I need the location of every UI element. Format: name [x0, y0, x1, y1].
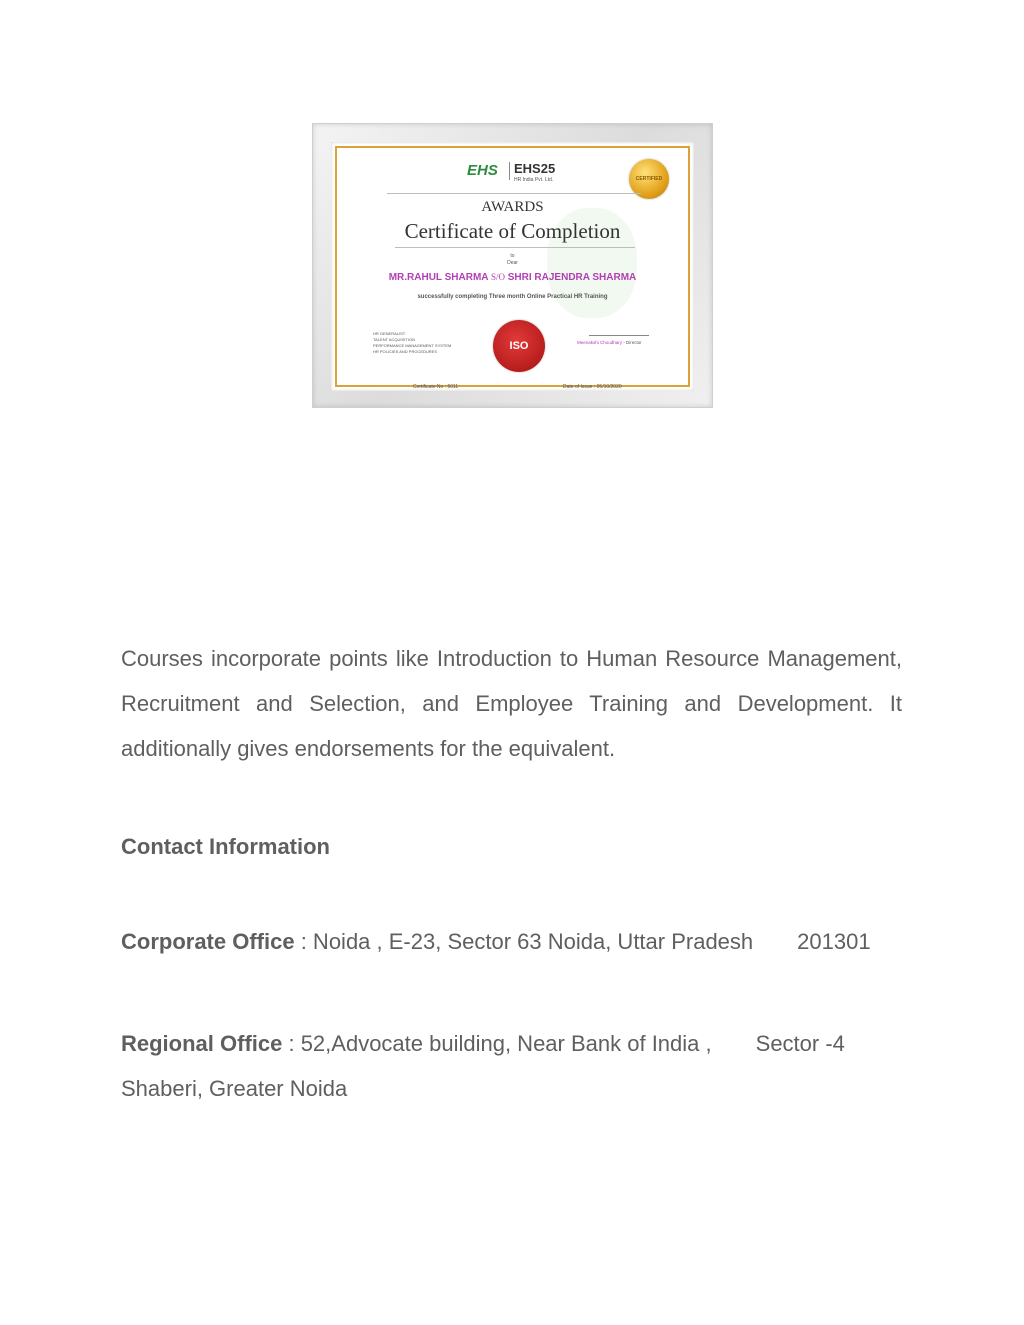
signature-line: [589, 335, 649, 336]
regional-office-sector: Sector -4: [755, 1031, 845, 1056]
topic-item: PERFORMANCE MANAGEMENT SYSTEM: [373, 343, 452, 348]
topic-item: HR GENERALIST: [373, 331, 406, 336]
certificate-to: to: [510, 253, 515, 259]
certificate-number: Certificate No : 5011: [413, 384, 459, 390]
header-divider: [387, 193, 641, 194]
signatory-name: Meenakshi Choudhary: [577, 340, 623, 345]
corporate-office: [121, 919, 902, 964]
corporate-office-pin: 201301: [797, 929, 871, 954]
topic-item: TALENT ACQUISITION: [373, 337, 415, 342]
recipient-relation: S/O: [490, 272, 505, 282]
iso-seal-text: ISO: [509, 340, 529, 352]
corporate-office-address: : Noida , E-23, Sector 63 Noida, Uttar Pradesh: [294, 929, 754, 954]
company-logo-mark: EHS: [467, 162, 498, 179]
logo-separator: [509, 162, 510, 180]
certificate-paper: [331, 142, 694, 391]
topic-list: [373, 331, 451, 355]
corporate-office-label: Corporate Office: [121, 929, 295, 954]
certificate-title: Certificate of Completion: [404, 219, 621, 243]
certificate-awards-label: AWARDS: [481, 199, 544, 215]
certified-seal-text: CERTIFIED: [635, 176, 663, 182]
recipient-father-name: SHRI RAJENDRA SHARMA: [507, 272, 637, 283]
regional-office-label: Regional Office: [121, 1031, 283, 1056]
title-divider: [395, 247, 635, 248]
certificate-border: [335, 146, 690, 390]
certificate-dear: Dear: [507, 260, 518, 266]
recipient-name-text: MR.RAHUL SHARMA: [388, 272, 489, 283]
contact-heading: Contact Information: [121, 834, 330, 859]
company-logo-subtitle: HR India Pvt. Ltd.: [514, 177, 554, 183]
regional-office: [121, 1021, 902, 1111]
regional-office-address: : 52,Advocate building, Near Bank of India ,: [282, 1031, 712, 1056]
recipient-name: [337, 272, 688, 283]
iso-seal-icon: [493, 320, 545, 372]
topic-item: HR POLICIES AND PROCEDURES: [373, 349, 438, 354]
course-description: Courses incorporate points like Introduction to Human Resource Management, Recruitment and Selection, and Employee Training and Development. It additionally gives endorsements for the equivalent.: [121, 646, 902, 761]
signatory: [577, 340, 642, 345]
signatory-role: - Director: [623, 340, 642, 345]
company-logo-name: EHS25: [514, 161, 556, 176]
completion-line: successfully completing Three month Online Practical HR Training: [417, 294, 608, 300]
certificate-image: [312, 123, 713, 408]
regional-office-address-2: Shaberi, Greater Noida: [121, 1076, 348, 1101]
certificate-date: Date of Issue : 05/10/2020: [563, 384, 622, 390]
